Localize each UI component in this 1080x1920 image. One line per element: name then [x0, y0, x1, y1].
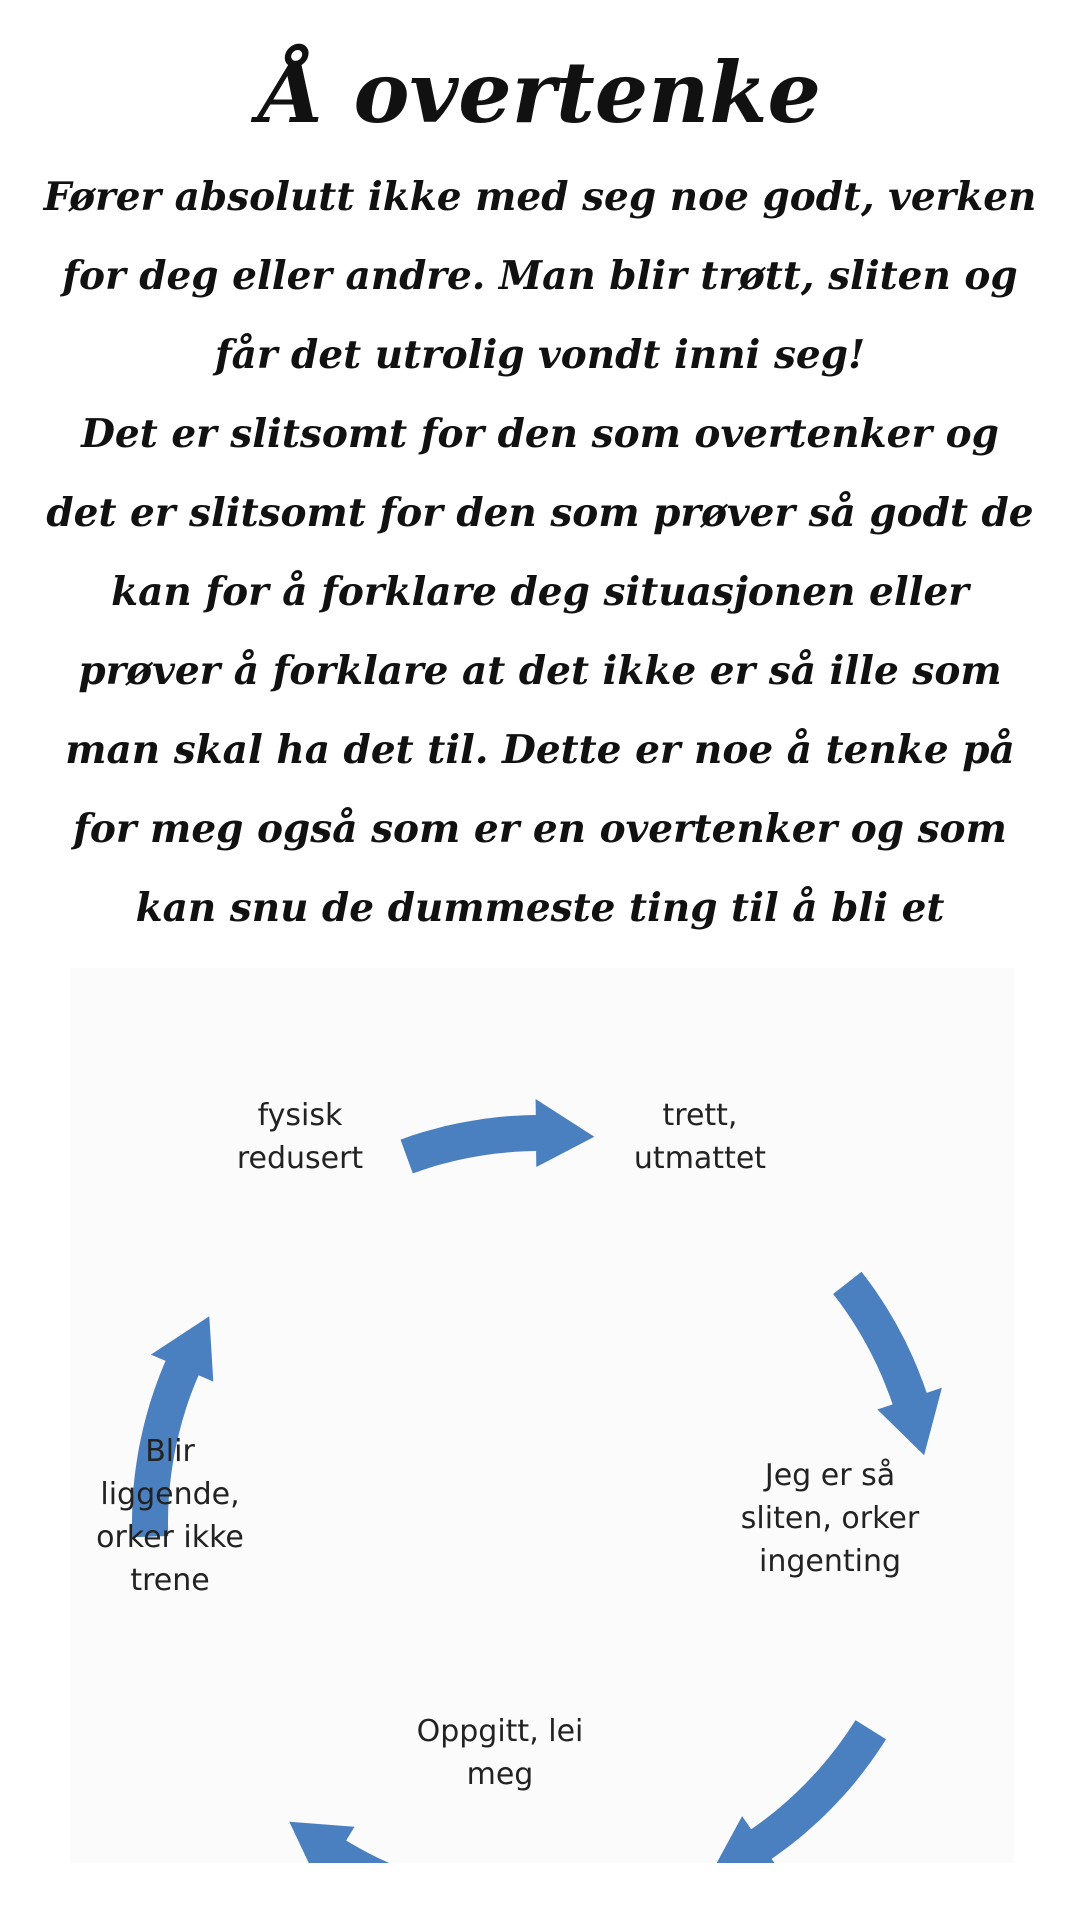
cycle-diagram — [70, 968, 1014, 1863]
node-trett-utmattet: trett, utmattet — [633, 1098, 767, 1176]
node-oppgitt-lei-meg: Oppgitt, lei meg — [416, 1714, 584, 1792]
arrow-to-jeg-er-sa — [833, 1272, 942, 1456]
paragraph-2: Det er slitsomt for den som overtenker og det er slitsomt for den som prøver så godt de kan for å forklare deg situasjonen eller prøver å forklare at det ikke er så ille som man skal ha det til. Dette er noe å tenke på for meg også som er en overtenker og som kan snu de dummeste ting til å bli et — [46, 411, 1034, 931]
node-blir-liggende: Blir liggende, orker ikke trene — [96, 1434, 244, 1598]
paragraph-1: Fører absolutt ikke med seg noe godt, verken for deg eller andre. Man blir trøtt, sliten og får det utrolig vondt inni seg! — [43, 174, 1037, 378]
node-fysisk-redusert: fysisk redusert — [236, 1098, 364, 1176]
arrow-to-blir-liggende — [289, 1822, 462, 1863]
body-text — [40, 158, 1040, 1027]
arrow-to-trett — [401, 1099, 595, 1173]
arrow-to-oppgitt — [711, 1720, 886, 1863]
node-jeg-er-sa-sliten: Jeg er så sliten, orker ingenting — [740, 1458, 920, 1579]
page-title: Å overtenke — [259, 43, 821, 142]
